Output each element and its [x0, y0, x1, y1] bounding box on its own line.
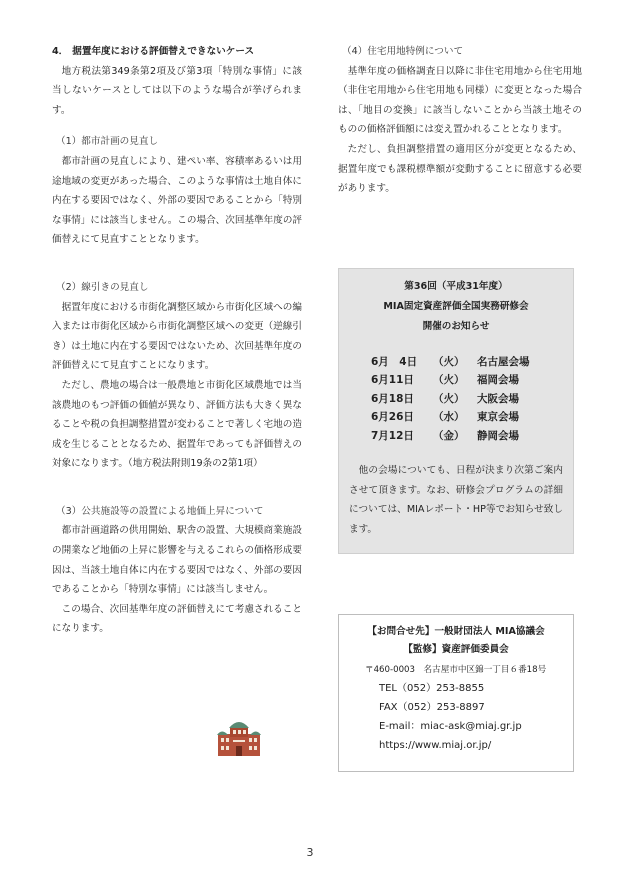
- intro-paragraph: 地方税法第349条第2項及び第3項「特別な事情」に該当しないケースとしては以下のような場合が挙げられます。: [52, 65, 302, 116]
- schedule-date: 6月11日: [371, 374, 414, 387]
- schedule-row: [371, 427, 573, 445]
- contact-dept: 【監修】資産評価委員会: [403, 644, 509, 655]
- subsection-2-body-2: ただし、農地の場合は一般農地と市街化区域農地では当該農地のもつ評価の価値が異なり、評価方法も大きく異なることや税の負担調整措置が変わることで著しく宅地の造成を生じることとなるため、据置年であっても評価替えの対象になります。（地方税法附則19条の2第1項）: [52, 379, 302, 470]
- notice-title-2: MIA固定資産評価全国実務研修会: [383, 301, 529, 312]
- schedule-venue: 静岡会場: [477, 429, 519, 442]
- page-number: 3: [306, 846, 314, 859]
- notice-title-3: 開催のお知らせ: [422, 321, 490, 332]
- subsection-1-body: 都市計画の見直しにより、建ぺい率、容積率あるいは用途地域の変更があった場合、このような事情は土地自体に内在する要因ではなく、外部の要因であることから「特別な事情」には該当しません。この場合、次回基準年度の評価替えにて見直すこととなります。: [52, 155, 303, 246]
- schedule-weekday: （火）: [433, 392, 465, 405]
- schedule-date: 6月 4日: [371, 356, 418, 368]
- right-column: [338, 42, 582, 199]
- contact-address: 〒460-0003 名古屋市中区錦一丁目６番18号: [365, 665, 547, 675]
- schedule-date: 6月18日: [371, 392, 414, 405]
- subsection-2-title: （2）線引きの見直し: [56, 281, 149, 293]
- subsection-4-body-2: ただし、負担調整措置の適用区分が変更となるため、据置年度でも課税標準額が変動することに留意する必要があります。: [338, 143, 582, 195]
- contact-url-link[interactable]: https://www.miaj.or.jp/: [379, 740, 492, 751]
- notice-body: 他の会場についても、日程が決まり次第ご案内させて頂きます。なお、研修会プログラムの詳細については、MIAレポート・HP等でお知らせ致します。: [349, 465, 563, 535]
- subsection-3-body-1: 都市計画道路の供用開始、駅舎の設置、大規模商業施設の開業など地価の上昇に影響を与えるこれらの価格形成要因は、当該土地自体に内在する要因ではなく、外部の要因であることから「特別な事情」には該当しません。: [52, 525, 302, 596]
- schedule-venue: 福岡会場: [477, 374, 519, 387]
- schedule-date: 6月26日: [371, 411, 414, 424]
- tokyo-station-illustration: [216, 718, 262, 756]
- schedule-weekday: （火）: [433, 374, 465, 387]
- schedule-row: [371, 353, 573, 371]
- section-heading: [52, 42, 302, 62]
- heading-number: 4．: [52, 46, 69, 57]
- schedule-venue: 東京会場: [477, 411, 519, 424]
- schedule-list: [371, 353, 573, 445]
- schedule-row: [371, 390, 573, 408]
- contact-email-link[interactable]: E-mail：miac-ask@miaj.gr.jp: [379, 721, 522, 732]
- contact-tel: TEL（052）253-8855: [379, 683, 485, 694]
- schedule-row: [371, 408, 573, 426]
- subsection-1-title: （1）都市計画の見直し: [56, 136, 159, 148]
- left-column: [52, 42, 302, 639]
- schedule-weekday: （水）: [433, 411, 465, 424]
- schedule-venue: 大阪会場: [477, 392, 519, 405]
- contact-fax: FAX（052）253-8897: [379, 702, 485, 713]
- subsection-2-body-1: 据置年度における市街化調整区域から市街化区域への編入または市街化区域から市街化調整区域への変更（逆線引き）は土地に内在する要因ではないため、次回基準年度の評価替えにて見直すことになります。: [52, 301, 302, 372]
- schedule-date: 7月12日: [371, 429, 414, 442]
- subsection-3-body-2: この場合、次回基準年度の評価替えにて考慮されることになります。: [52, 603, 302, 635]
- seminar-notice-box: [338, 268, 574, 554]
- schedule-weekday: （火）: [433, 356, 465, 368]
- schedule-venue: 名古屋会場: [477, 356, 530, 368]
- schedule-row: [371, 371, 573, 389]
- schedule-weekday: （金）: [433, 429, 465, 442]
- contact-box: [338, 614, 574, 772]
- contact-label: 【お問合せ先】一般財団法人 MIA協議会: [367, 626, 545, 637]
- notice-title-1: 第36回（平成31年度）: [404, 281, 508, 292]
- subsection-4-title: （4）住宅用地特例について: [342, 46, 464, 57]
- subsection-4-body-1: 基準年度の価格調査日以降に非住宅用地から住宅用地（非住宅用地から住宅用地も同様）に変更となった場合は、「地目の変換」に該当しないことから当該土地そのものの価格評価額には変え置かれることとなります。: [338, 65, 582, 136]
- subsection-3-title: （3）公共施設等の設置による地価上昇について: [56, 505, 264, 517]
- heading-text: 据置年度における評価替えできないケース: [72, 46, 255, 57]
